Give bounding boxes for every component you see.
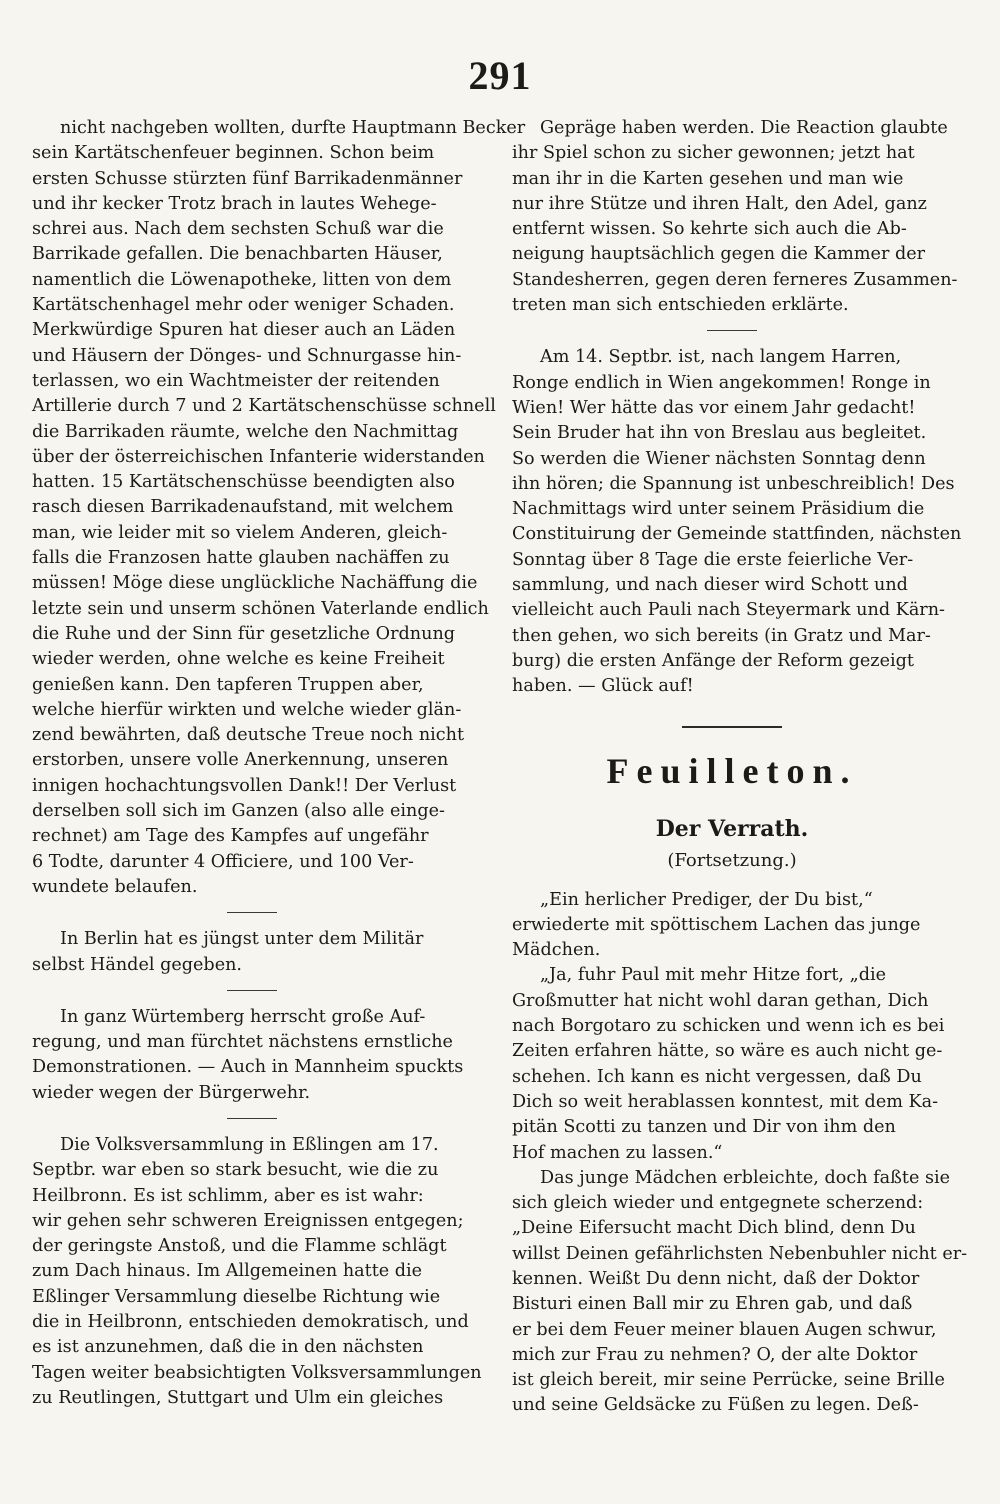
text-line: Wien! Wer hätte das vor einem Jahr gedacht! <box>512 397 916 418</box>
section-separator <box>512 318 952 345</box>
paragraph-story-1 <box>512 888 952 964</box>
text-line: namentlich die Löwenapotheke, litten von dem <box>32 269 452 290</box>
spacer <box>512 876 952 888</box>
text-line: Hof machen zu lassen.“ <box>512 1142 723 1163</box>
text-line: der geringste Anstoß, und die Flamme schlägt <box>32 1236 447 1257</box>
text-line: mich zur Frau zu nehmen? O, der alte Doktor <box>512 1344 918 1365</box>
text-line: es ist anzunehmen, daß die in den nächsten <box>32 1337 424 1358</box>
text-line: „Ein herlicher Prediger, der Du bist,“ <box>540 889 873 910</box>
text-line: rechnet) am Tage des Kampfes auf ungefähr <box>32 826 429 847</box>
text-line: ist gleich bereit, mir seine Perrücke, seine Brille <box>512 1370 945 1391</box>
section-separator <box>32 900 472 927</box>
text-line: regung, und man fürchtet nächstens ernstliche <box>32 1032 453 1053</box>
text-line: die Ruhe und der Sinn für gesetzliche Ordnung <box>32 623 456 644</box>
right-column <box>512 116 968 1419</box>
text-line: Zeiten erfahren hätte, so wäre es auch nicht ge- <box>512 1041 943 1062</box>
text-line: müssen! Möge diese unglückliche Nachäffung die <box>32 573 478 594</box>
text-line: er bei dem Feuer meiner blauen Augen schwur, <box>512 1319 937 1340</box>
text-line: terlassen, wo ein Wachtmeister der reitenden <box>32 370 440 391</box>
text-line: zend bewährten, daß deutsche Treue noch nicht <box>32 725 465 746</box>
text-line: erwiederte mit spöttischem Lachen das junge <box>512 914 921 935</box>
text-line: In ganz Würtemberg herrscht große Auf- <box>60 1006 426 1027</box>
text-line: Standesherren, gegen deren ferneres Zusammen- <box>512 269 958 290</box>
text-line: schehen. Ich kann es nicht vergessen, daß Du <box>512 1066 922 1087</box>
text-line: vielleicht auch Pauli nach Steyermark und Kärn- <box>512 600 945 621</box>
text-line: die Barrikaden räumte, welche den Nachmittag <box>32 421 459 442</box>
paragraph-esslingen <box>32 1133 482 1411</box>
paragraph-berlin <box>32 927 472 978</box>
section-separator <box>32 1106 472 1133</box>
text-line: Demonstrationen. — Auch in Mannheim spuckts <box>32 1057 464 1078</box>
text-line: entfernt wissen. So kehrte sich auch die Ab- <box>512 219 907 240</box>
text-line: wieder werden, ohne welche es keine Freiheit <box>32 649 445 670</box>
text-line: hatten. 15 Kartätschenschüsse beendigten also <box>32 472 455 493</box>
left-column <box>32 116 526 1411</box>
text-line: Ronge endlich in Wien angekommen! Ronge in <box>512 372 931 393</box>
text-line: Mädchen. <box>512 940 601 961</box>
paragraph-wuertemberg <box>32 1005 472 1106</box>
text-line: nur ihre Stütze und ihren Halt, den Adel, ganz <box>512 193 927 214</box>
text-line: letzte sein und unserm schönen Vaterlande endlich <box>32 598 489 619</box>
text-line: „Ja, fuhr Paul mit mehr Hitze fort, „die <box>540 965 887 986</box>
text-line: über der österreichischen Infanterie widerstanden <box>32 446 485 467</box>
text-line: Barrikade gefallen. Die benachbarten Häuser, <box>32 244 443 265</box>
text-line: man, wie leider mit so vielem Anderen, gleich- <box>32 522 448 543</box>
text-line: Septbr. war eben so stark besucht, wie die zu <box>32 1160 439 1181</box>
text-line: falls die Franzosen hatte glauben nachäffen zu <box>32 548 450 569</box>
text-line: zu Reutlingen, Stuttgart und Ulm ein gleiches <box>32 1387 444 1408</box>
text-line: genießen kann. Den tapferen Truppen aber, <box>32 674 424 695</box>
page-number: 291 <box>468 53 532 98</box>
text-line: Kartätschenhagel mehr oder weniger Schaden. <box>32 295 455 316</box>
text-line: Tagen weiter beabsichtigten Volksversammlungen <box>32 1362 482 1383</box>
text-line: kennen. Weißt Du denn nicht, daß der Doktor <box>512 1268 920 1289</box>
text-line: Merkwürdige Spuren hat dieser auch an Läden <box>32 320 456 341</box>
text-line: rasch diesen Barrikadenaufstand, mit welchem <box>32 497 454 518</box>
text-line: neigung hauptsächlich gegen die Kammer der <box>512 244 926 265</box>
text-line: Heilbronn. Es ist schlimm, aber es ist wahr: <box>32 1185 424 1206</box>
text-line: Nachmittags wird unter seinem Präsidium die <box>512 499 925 520</box>
text-line: Großmutter hat nicht wohl daran gethan, Dich <box>512 990 929 1011</box>
paragraph-barricade-report <box>32 116 526 900</box>
text-line: sammlung, und nach dieser wird Schott und <box>512 575 908 596</box>
text-line: haben. — Glück auf! <box>512 676 694 697</box>
text-line: Eßlinger Versammlung dieselbe Richtung wie <box>32 1286 441 1307</box>
text-line: 6 Todte, darunter 4 Officiere, und 100 Ver- <box>32 851 414 872</box>
text-line: In Berlin hat es jüngst unter dem Militär <box>60 929 424 950</box>
story-subtitle: (Fortsetzung.) <box>667 849 797 871</box>
text-line: burg) die ersten Anfänge der Reform gezeigt <box>512 650 914 671</box>
text-line: sich gleich wieder und entgegnete scherzend: <box>512 1193 924 1214</box>
text-line: „Deine Eifersucht macht Dich blind, denn Du <box>512 1218 916 1239</box>
text-line: Dich so weit herablassen konntest, mit dem Ka- <box>512 1091 939 1112</box>
paragraph-story-2 <box>512 963 952 1165</box>
text-line: zum Dach hinaus. Im Allgemeinen hatte die <box>32 1261 423 1282</box>
text-line: derselben soll sich im Ganzen (also alle einge- <box>32 801 445 822</box>
text-line: wir gehen sehr schweren Ereignissen entgegen; <box>32 1210 464 1231</box>
text-line: Sein Bruder hat ihn von Breslau aus begleitet. <box>512 423 927 444</box>
story-title: Der Verrath. <box>655 815 809 842</box>
feuilleton-rule <box>512 700 952 738</box>
text-line: nicht nachgeben wollten, durfte Hauptmann Becker <box>60 118 526 138</box>
text-line: und ihr kecker Trotz brach in lautes Wehege- <box>32 193 437 214</box>
text-line: erstorben, unsere volle Anerkennung, unseren <box>32 750 449 771</box>
text-line: die in Heilbronn, entschieden demokratisch, und <box>32 1312 469 1333</box>
text-line: Gepräge haben werden. Die Reaction glaubte <box>540 118 948 138</box>
text-line: Am 14. Septbr. ist, nach langem Harren, <box>540 347 902 368</box>
paragraph-reaction <box>512 116 958 318</box>
text-line: nach Borgotaro zu schicken und wenn ich es bei <box>512 1016 945 1037</box>
text-line: man ihr in die Karten gesehen und man wie <box>512 168 904 189</box>
text-line: pitän Scotti zu tanzen und Dir von ihm den <box>512 1117 896 1138</box>
text-line: wundete belaufen. <box>32 876 198 897</box>
text-line: Bisturi einen Ball mir zu Ehren gab, und daß <box>512 1294 913 1315</box>
text-line: Constituirung der Gemeinde stattfinden, nächsten <box>512 524 962 545</box>
text-line: und Häusern der Dönges- und Schnurgasse hin- <box>32 345 462 366</box>
text-line: Das junge Mädchen erbleichte, doch faßte sie <box>540 1167 951 1188</box>
text-line: ersten Schusse stürzten fünf Barrikadenmänner <box>32 168 463 189</box>
text-line: und seine Geldsäcke zu Füßen zu legen. Deß- <box>512 1395 919 1416</box>
text-line: ihn hören; die Spannung ist unbeschreiblich! Des <box>512 473 955 494</box>
text-line: schrei aus. Nach dem sechsten Schuß war die <box>32 219 444 240</box>
text-line: Artillerie durch 7 und 2 Kartätschenschüsse schnell <box>32 396 496 417</box>
text-line: welche hierfür wirkten und welche wieder glän- <box>32 699 462 720</box>
text-line: So werden die Wiener nächsten Sonntag denn <box>512 448 926 469</box>
text-line: sein Kartätschenfeuer beginnen. Schon beim <box>32 143 435 164</box>
paragraph-story-3 <box>512 1166 968 1419</box>
text-line: selbst Händel gegeben. <box>32 954 243 975</box>
text-line: ihr Spiel schon zu sicher gewonnen; jetzt hat <box>512 143 915 164</box>
text-line: innigen hochachtungsvollen Dank!! Der Verlust <box>32 775 457 796</box>
section-separator <box>32 978 472 1005</box>
paragraph-ronge <box>512 345 962 699</box>
text-line: wieder wegen der Bürgerwehr. <box>32 1082 311 1103</box>
text-line: treten man sich entschieden erklärte. <box>512 295 849 316</box>
text-line: willst Deinen gefährlichsten Nebenbuhler nicht er- <box>512 1243 968 1264</box>
text-line: Sonntag über 8 Tage die erste feierliche Ver- <box>512 549 914 570</box>
text-line: then gehen, wo sich bereits (in Gratz und Mar- <box>512 625 931 646</box>
feuilleton-heading: Feuilleton. <box>606 750 858 791</box>
text-line: Die Volksversammlung in Eßlingen am 17. <box>60 1134 439 1155</box>
